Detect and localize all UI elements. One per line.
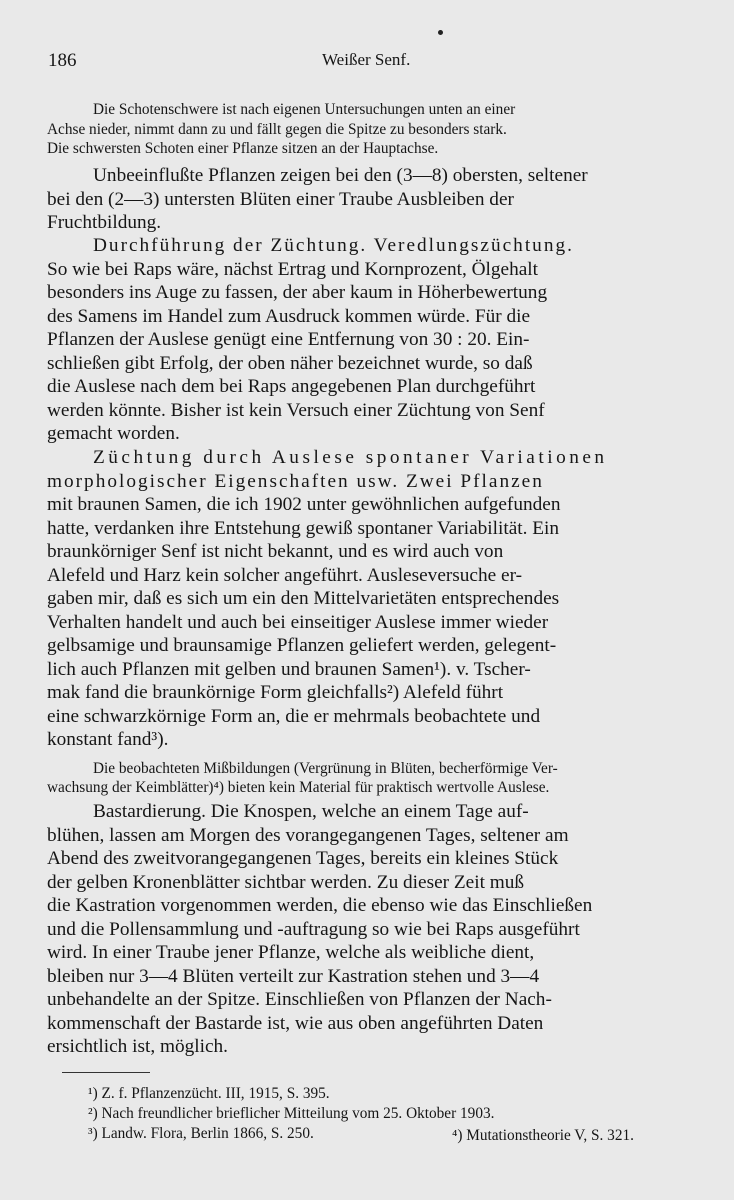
text-line: und die Pollensammlung und -auftragung so wie bei Raps ausgeführt [47,919,580,940]
footnote: ¹) Z. f. Pflanzenzücht. III, 1915, S. 395. [88,1085,330,1102]
text-line: Unbeeinflußte Pflanzen zeigen bei den (3—8) obersten, seltener [93,165,588,186]
text-line: Abend des zweitvorangegangenen Tages, bereits ein kleines Stück [47,848,559,869]
text-line: der gelben Kronenblätter sichtbar werden. Zu dieser Zeit muß [47,872,525,893]
text-line: bei den (2—3) untersten Blüten einer Traube Ausbleiben der [47,189,514,210]
text-line: Die schwersten Schoten einer Pflanze sitzen an der Hauptachse. [47,140,439,157]
text-line: Die beobachteten Mißbildungen (Vergrünung in Blüten, becherförmige Ver- [93,760,558,777]
text-line: bleiben nur 3—4 Blüten verteilt zur Kastration stehen und 3—4 [47,966,540,987]
text-line: blühen, lassen am Morgen des vorangegangenen Tages, seltener am [47,825,569,846]
text-line: Pflanzen der Auslese genügt eine Entfernung von 30 : 20. Ein- [47,329,530,350]
text-line: Fruchtbildung. [47,212,162,233]
footnote: ³) Landw. Flora, Berlin 1866, S. 250. [88,1125,314,1142]
text-line: wachsung der Keimblätter)⁴) bieten kein Material für praktisch wertvolle Auslese. [47,779,550,796]
text-line: kommenschaft der Bastarde ist, wie aus oben angeführten Daten [47,1013,544,1034]
text-line: hatte, verdanken ihre Entstehung gewiß spontaner Variabilität. Ein [47,518,560,539]
text-line: werden könnte. Bisher ist kein Versuch einer Züchtung von Senf [47,400,545,421]
text-line: Die Schotenschwere ist nach eigenen Untersuchungen unten an einer [93,101,516,118]
text-line: braunkörniger Senf ist nicht bekannt, und es wird auch von [47,541,504,562]
text-line: konstant fand³). [47,729,169,750]
text-line: mit braunen Samen, die ich 1902 unter gewöhnlichen aufgefunden [47,494,561,515]
text-line: Bastardierung. Die Knospen, welche an einem Tage auf- [93,801,529,822]
text-line: die Kastration vorgenommen werden, die ebenso wie das Einschließen [47,895,593,916]
text-line: wird. In einer Traube jener Pflanze, welche als weibliche dient, [47,942,535,963]
footnote: ⁴) Mutationstheorie V, S. 321. [452,1127,634,1144]
text-line: schließen gibt Erfolg, der oben näher bezeichnet wurde, so daß [47,353,533,374]
text-line: mak fand die braunkörnige Form gleichfalls²) Alefeld führt [47,682,504,703]
text-line: gemacht worden. [47,423,180,444]
ink-dot [438,30,443,35]
text-line: Verhalten handelt und auch bei einseitiger Auslese immer wieder [47,612,549,633]
text-line: Achse nieder, nimmt dann zu und fällt gegen die Spitze zu besonders stark. [47,121,507,138]
text-line: unbehandelte an der Spitze. Einschließen von Pflanzen der Nach- [47,989,552,1010]
text-line: ersichtlich ist, möglich. [47,1036,228,1057]
footnote-rule [62,1072,150,1073]
text-line: besonders ins Auge zu fassen, der aber kaum in Höherbewertung [47,282,548,303]
text-line: lich auch Pflanzen mit gelben und braunen Samen¹). v. Tscher- [47,659,531,680]
running-title: Weißer Senf. [322,50,411,69]
text-line: morphologischer Eigenschaften usw. Zwei Pflanzen [47,471,544,492]
text-line: die Auslese nach dem bei Raps angegebenen Plan durchgeführt [47,376,536,397]
text-line: Alefeld und Harz kein solcher angeführt. Ausleseversuche er- [47,565,523,586]
text-line: So wie bei Raps wäre, nächst Ertrag und Kornprozent, Ölgehalt [47,259,538,280]
text-line: gelbsamige und braunsamige Pflanzen geliefert werden, gelegent- [47,635,557,656]
section-heading: Züchtung durch Auslese spontaner Variationen [93,447,608,468]
section-heading: Durchführung der Züchtung. Veredlungszüchtung. [93,235,574,256]
page-number: 186 [48,50,77,71]
text-line: eine schwarzkörnige Form an, die er mehrmals beobachtete und [47,706,541,727]
text-line: des Samens im Handel zum Ausdruck kommen würde. Für die [47,306,531,327]
footnote: ²) Nach freundlicher brieflicher Mitteilung vom 25. Oktober 1903. [88,1105,495,1122]
text-line: gaben mir, daß es sich um ein den Mittelvarietäten entsprechendes [47,588,560,609]
